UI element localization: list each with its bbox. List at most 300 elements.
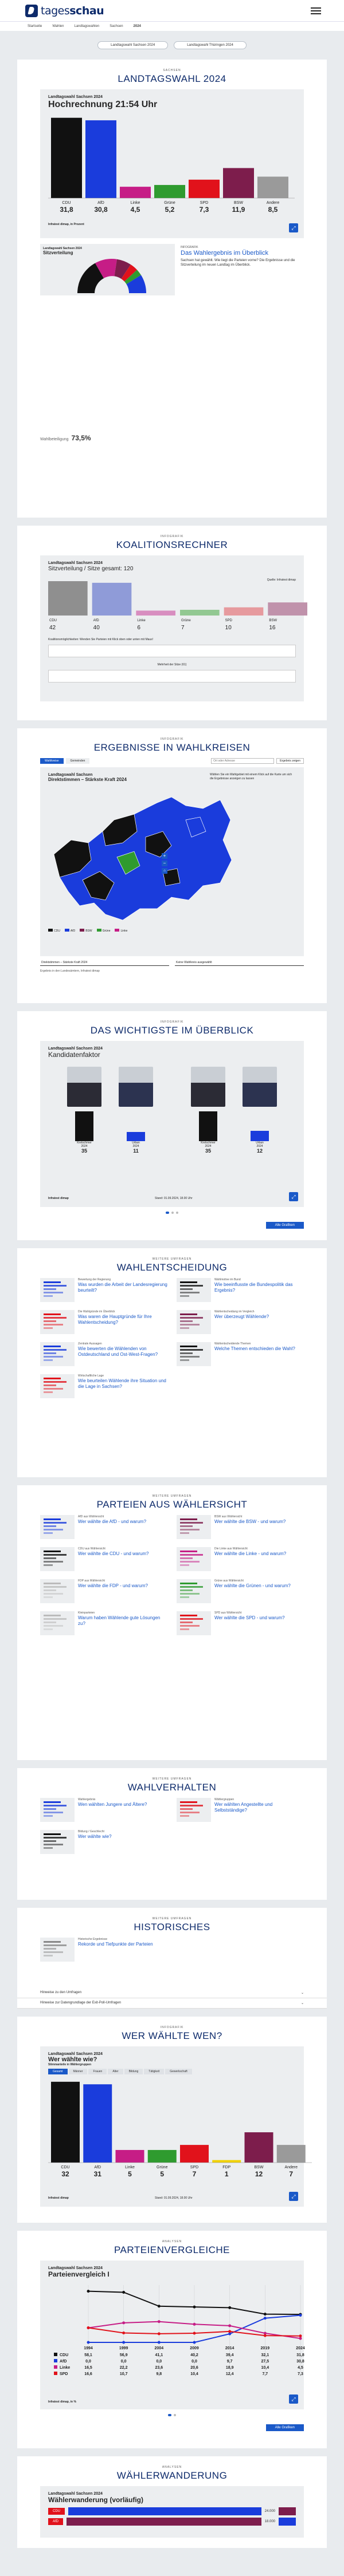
bar-value: 5 <box>128 2170 132 2178</box>
breadcrumb-item[interactable]: Landtagswahlen <box>74 25 100 28</box>
data-point <box>228 2306 231 2309</box>
teaser-title[interactable]: Wer wählte wie? <box>78 1834 112 1839</box>
chart-headline: Kandidatenfaktor <box>48 1051 100 1059</box>
sitzverteilung-teaser[interactable] <box>40 244 304 295</box>
section-title: ERGEBNISSE IN WAHLKREISEN <box>93 742 251 753</box>
data-point <box>264 2317 267 2319</box>
seat-value: 7 <box>181 625 185 631</box>
bar-value: 4,5 <box>130 206 140 214</box>
candidate-urban <box>243 1067 277 1154</box>
section-title: WAHLVERHALTEN <box>127 1782 217 1793</box>
data-point <box>299 2334 302 2337</box>
legend-label: CDU <box>54 929 60 933</box>
koalition-hint: Koalitionsmöglichkeiten: Wenden Sie Parteien mit Klick oben oder unten mit Maus! <box>48 638 154 641</box>
share-icon[interactable]: ⤢ <box>289 2192 298 2201</box>
bar-label: CDU <box>62 201 71 205</box>
wahlkreise-map-panel <box>40 767 304 956</box>
row-value: 0,0 <box>120 2360 127 2364</box>
legend-item <box>115 929 127 933</box>
legend-item <box>97 929 111 933</box>
wer-waehlte-bars <box>48 2077 312 2186</box>
section-kicker: INFOGRAFIK <box>160 1020 184 1024</box>
seat-value: 6 <box>137 625 140 631</box>
candidate-photo <box>67 1067 101 1107</box>
seat-label: BSW <box>269 619 277 622</box>
zoom-in-icon[interactable]: + <box>162 853 167 859</box>
bar-label: SPD <box>190 2165 199 2169</box>
teaser-kicker: Historische Ergebnisse <box>78 1938 108 1941</box>
seat-value: 10 <box>225 625 232 631</box>
section-title: WÄHLERWANDERUNG <box>116 2470 228 2481</box>
bar-afd <box>85 120 116 198</box>
legend-item <box>80 929 92 933</box>
year-label: 1999 <box>119 2346 128 2350</box>
bar-label: FDP <box>222 2165 231 2169</box>
row-value: 32,1 <box>261 2353 269 2357</box>
teaser-title[interactable]: Wer wählte die Grünen - und warum? <box>214 1583 291 1588</box>
teaser-kicker: INFOGRAFIK <box>181 246 198 249</box>
row-value: 10,4 <box>261 2366 269 2370</box>
sachsen-map[interactable] <box>48 786 237 929</box>
chart-headline: Wählerwanderung (vorläufig) <box>48 2496 144 2504</box>
tab-group[interactable]: Bildung <box>124 2069 143 2074</box>
flow-source: AfD <box>48 2518 63 2525</box>
data-point <box>264 2313 267 2315</box>
bar-value: 32 <box>61 2170 69 2178</box>
year-label: 2009 <box>190 2346 199 2350</box>
teaser-kicker: Zentrale Aussagen <box>78 1342 102 1346</box>
bar-value: 5 <box>160 2170 165 2178</box>
seat-value: 16 <box>269 625 276 631</box>
row-value: 22,2 <box>119 2366 128 2370</box>
chart-note: Infratest dimap, in Prozent <box>48 223 84 226</box>
article-teaser[interactable] <box>40 1798 167 1822</box>
data-point <box>228 2324 231 2327</box>
legend-label: Linke <box>120 929 128 933</box>
tagesschau-logo[interactable] <box>25 5 104 17</box>
wahlentscheidung-section <box>17 1248 327 1477</box>
row-swatch <box>54 2372 57 2375</box>
share-icon[interactable]: ⤢ <box>289 2394 298 2404</box>
wahlentscheidung-list <box>40 1278 304 1398</box>
candidate-bar <box>75 1111 93 1141</box>
teaser-link[interactable]: Das Wahlergebnis im Überblick <box>181 250 269 257</box>
chart-headline: Sitzverteilung / Sitze gesamt: 120 <box>48 566 134 572</box>
bar-label: Andere <box>284 2165 298 2169</box>
section-kicker: WEITERE UMFRAGEN <box>152 1494 192 1498</box>
article-teaser[interactable] <box>40 1938 167 1962</box>
teaser-title[interactable]: Wer wählte die FDP - und warum? <box>78 1583 148 1588</box>
article-teaser[interactable] <box>177 1515 304 1539</box>
section-kicker: WEITERE UMFRAGEN <box>152 1777 192 1781</box>
candidate-name: Urban <box>256 1141 264 1145</box>
teaser-title[interactable]: Wer wählten Angestellte und Selbstständige? <box>214 1802 273 1813</box>
row-value: 16,5 <box>84 2366 92 2370</box>
share-icon[interactable]: ⤢ <box>289 1192 298 1201</box>
teaser-thumbnail <box>40 1798 75 1822</box>
chart-note: Infratest dimap <box>48 2196 69 2200</box>
teaser-title[interactable]: Wen wählten Jungere und Ältere? <box>78 1802 147 1807</box>
bar-value: 31 <box>93 2170 101 2178</box>
candidate-year: 2024 <box>81 1145 88 1148</box>
hochrechnung-bars <box>48 112 295 221</box>
candidate-photo <box>243 1067 277 1107</box>
section-title: WAHLENTSCHEIDUNG <box>116 1262 228 1273</box>
teaser-thumbnail <box>40 1611 75 1635</box>
teaser-thumbnail <box>177 1515 211 1539</box>
menu-icon[interactable] <box>311 7 321 14</box>
accordion-umfragen[interactable] <box>17 1988 327 1998</box>
teaser-title[interactable]: Wer wählte die AfD - und warum? <box>78 1519 147 1524</box>
tab-group[interactable]: Tätigkeit <box>144 2069 164 2074</box>
tab-group[interactable]: Gewerkschaft <box>165 2069 192 2074</box>
waehlersicht-list <box>40 1515 304 1635</box>
section-title: PARTEIEN AUS WÄHLERSICHT <box>96 1499 248 1510</box>
bar-label: CDU <box>61 2165 70 2169</box>
candidate-name: Kretschmer <box>201 1141 216 1145</box>
koalition-bars <box>48 580 312 634</box>
data-point <box>299 2337 302 2340</box>
chart-headline: Parteienvergleich I <box>48 2270 110 2278</box>
teaser-kicker: BSW aus Wählersicht <box>214 1515 243 1518</box>
teaser-title[interactable]: Warum haben Wählende gute Lösungen zu? <box>78 1615 161 1626</box>
candidate-year: 2024 <box>256 1145 263 1148</box>
bar-value: 1 <box>224 2170 229 2178</box>
teaser-thumbnail <box>177 1342 211 1366</box>
teaser-kicker: Wahlergebnis <box>78 1798 96 1801</box>
row-value: 40,2 <box>190 2353 198 2357</box>
data-point <box>87 2341 90 2344</box>
teaser-kicker: Bewertung der Regierung <box>78 1278 111 1281</box>
bar-value: 11,9 <box>232 206 245 214</box>
teaser-kicker: Wahlmotive im Bund <box>214 1278 241 1281</box>
teaser-thumbnail <box>40 1515 75 1539</box>
tab-sachsen[interactable]: Landtagswahl Sachsen 2024 <box>97 41 168 49</box>
bar-bsw <box>245 2132 273 2163</box>
search-button[interactable]: Ergebnis zeigen <box>276 758 304 764</box>
article-teaser[interactable] <box>40 1278 167 1302</box>
teaser-thumbnail <box>40 1310 75 1334</box>
result-type-select[interactable]: Direktstimmen – Stärkste Kraft 2024 <box>40 960 169 966</box>
article-teaser[interactable] <box>40 1830 167 1854</box>
section-kicker: WEITERE UMFRAGEN <box>152 1917 192 1920</box>
seat-bar-bsw[interactable] <box>268 602 307 616</box>
row-value: 27,5 <box>261 2360 269 2364</box>
chart-title: Landtagswahl Sachsen 2024 <box>48 561 103 565</box>
article-teaser[interactable] <box>40 1310 167 1334</box>
section-title: KOALITIONSRECHNER <box>116 539 228 550</box>
thumb-title: Landtagswahl Sachsen 2024 <box>43 247 82 250</box>
article-teaser[interactable] <box>177 1278 304 1302</box>
seat-label: Linke <box>137 619 146 622</box>
teaser-kicker: Kleinparteien <box>78 1611 95 1615</box>
bar-label: Linke <box>125 2165 135 2169</box>
row-value: 10,7 <box>119 2372 128 2376</box>
seat-bar-grüne[interactable] <box>180 610 220 616</box>
accordion-label: Hinweise zur Datengrundlage der Exit-Poll-Umfragen <box>40 2001 122 2005</box>
row-value: 10,4 <box>190 2372 198 2376</box>
logo-mark-icon <box>25 5 38 17</box>
row-value: 0,0 <box>191 2360 197 2364</box>
section-kicker: INFOGRAFIK <box>160 535 184 538</box>
year-label: 2019 <box>260 2346 270 2350</box>
bar-cdu <box>51 2082 80 2163</box>
turnout-label: Wahlbeteiligung <box>40 437 69 441</box>
candidate-bar <box>199 1111 217 1141</box>
teaser-thumbnail <box>40 1278 75 1302</box>
article-teaser[interactable] <box>177 1342 304 1366</box>
candidate-photo <box>119 1067 153 1107</box>
year-label: 2004 <box>154 2346 164 2350</box>
kandidaten-chart <box>40 1041 304 1207</box>
bar-label: AfD <box>97 201 104 205</box>
seat-value: 40 <box>93 625 100 631</box>
location-search-input[interactable] <box>211 758 274 764</box>
seat-label: SPD <box>225 619 233 622</box>
chart-source: Quelle: Infratest dimap <box>267 578 296 582</box>
waehlerwanderung-chart <box>40 2486 304 2538</box>
breadcrumb-item[interactable]: Wahlen <box>52 25 64 28</box>
seat-bar-afd[interactable] <box>92 583 132 616</box>
teaser-title[interactable]: Rekorde und Tiefpunkte der Parteien <box>78 1942 153 1947</box>
legend-item <box>48 929 60 933</box>
row-value: 18,9 <box>225 2366 234 2370</box>
article-teaser[interactable] <box>40 1579 167 1603</box>
seat-arc-chart <box>43 255 172 295</box>
chart-title: Landtagswahl Sachsen 2024 <box>48 95 103 99</box>
section-kicker: INFOGRAFIK <box>160 737 184 741</box>
row-swatch <box>54 2359 57 2362</box>
data-point <box>122 2291 125 2294</box>
article-teaser[interactable] <box>177 1310 304 1334</box>
candidate-group-right <box>191 1067 277 1154</box>
ueberblick-section <box>17 1011 327 1240</box>
waehlersicht-section <box>17 1485 327 1760</box>
teaser-title[interactable]: Welche Themen entschieden die Wahl? <box>214 1346 295 1351</box>
candidate-value: 11 <box>133 1148 139 1154</box>
candidate-value: 35 <box>205 1148 211 1154</box>
accordion-datengrundlage[interactable] <box>17 1998 327 2009</box>
coalition-bar <box>48 670 296 683</box>
breadcrumb-item[interactable]: Startseite <box>28 25 42 28</box>
article-teaser[interactable] <box>177 1547 304 1571</box>
teaser-title[interactable]: Wer wählte die BSW - und warum? <box>214 1519 286 1524</box>
seat-label: AfD <box>93 619 99 622</box>
wahlverhalten-section <box>17 1768 327 1900</box>
map-zoom-controls <box>162 853 167 874</box>
share-icon[interactable]: ⤢ <box>289 223 298 232</box>
bar-grüne <box>154 185 185 198</box>
row-value: 58,1 <box>84 2353 92 2357</box>
chart-subtitle: Stimmanteile in Wählergruppen <box>48 2063 92 2066</box>
chart-headline: Direktstimmen – Stärkste Kraft 2024 <box>48 777 127 782</box>
chart-title: Landtagswahl Sachsen 2024 <box>48 2052 103 2056</box>
row-value: 0,0 <box>156 2360 162 2364</box>
bar-spd <box>180 2145 209 2163</box>
thumb-head: Sitzverteilung <box>43 250 73 255</box>
year-label: 2024 <box>296 2346 305 2350</box>
bar-value: 8,5 <box>268 206 278 214</box>
candidate-bar <box>251 1131 269 1141</box>
candidate-bar <box>127 1132 145 1141</box>
bar-value: 12 <box>255 2170 263 2178</box>
wahlverhalten-list <box>40 1798 304 1854</box>
row-value: 56,9 <box>119 2353 128 2357</box>
teaser-title[interactable]: Wer wählte die CDU - und warum? <box>78 1551 149 1556</box>
row-value: 39,4 <box>225 2353 234 2357</box>
teaser-title[interactable]: Wie beurteilen Wählende ihre Situation und die Lage in Sachsen? <box>78 1378 166 1389</box>
seat-bar-cdu[interactable] <box>48 581 88 616</box>
data-point <box>122 2321 125 2324</box>
data-point <box>87 2290 90 2293</box>
chart-note: Infratest dimap, in % <box>48 2400 76 2404</box>
breadcrumb-item[interactable]: Sachsen <box>110 25 123 28</box>
teaser-title[interactable]: Wer wählte die Linke - und warum? <box>214 1551 287 1556</box>
row-swatch <box>54 2365 57 2369</box>
section-kicker: WEITERE UMFRAGEN <box>152 1257 192 1261</box>
teaser-kicker: SPD aus Wählersicht <box>214 1611 242 1615</box>
article-teaser[interactable] <box>177 1798 304 1822</box>
flow-row <box>48 2507 296 2515</box>
district-select[interactable]: Keine Wahlkreis ausgewählt <box>175 960 304 966</box>
logo-text-1: tages <box>41 4 70 17</box>
all-graphics-button[interactable]: Alle Grafiken <box>266 2424 304 2431</box>
waehlerwanderung-section <box>17 2456 327 2548</box>
bar-linke <box>116 2150 144 2163</box>
election-tabs <box>0 31 344 60</box>
tab-group[interactable]: Frauen <box>88 2069 107 2074</box>
carousel-dots[interactable] <box>17 1212 327 1214</box>
row-label: SPD <box>60 2372 68 2376</box>
row-value: 9,8 <box>156 2372 162 2376</box>
tab-group[interactable]: Männer <box>69 2069 88 2074</box>
article-teaser[interactable] <box>40 1611 167 1635</box>
coalition-dropzone[interactable] <box>48 645 296 657</box>
row-value: 41,1 <box>155 2353 163 2357</box>
row-value: 30,8 <box>296 2360 304 2364</box>
teaser-title[interactable]: Wie beeinflusste die Bundespolitik das Ergebnis? <box>214 1282 293 1293</box>
teaser-title[interactable]: Was wurden die Arbeit der Landesregierung beurteilt? <box>78 1282 167 1293</box>
section-kicker: SACHSEN <box>163 69 181 72</box>
chart-note: Infratest dimap <box>48 1197 69 1200</box>
teaser-title[interactable]: Wer wählte die SPD - und warum? <box>214 1615 285 1620</box>
flow-source: CDU <box>48 2508 65 2515</box>
candidate-group-left <box>67 1067 153 1154</box>
tab-group[interactable]: Gesamt <box>48 2069 68 2074</box>
teaser-kicker: Grüne aus Wählersicht <box>214 1579 244 1583</box>
seat-bar-linke[interactable] <box>136 610 175 616</box>
reset-view-icon[interactable]: ⌂ <box>162 868 167 874</box>
data-point <box>122 2332 125 2334</box>
row-value: 20,6 <box>190 2366 198 2370</box>
article-teaser[interactable] <box>40 1547 167 1571</box>
all-graphics-button[interactable]: Alle Grafiken <box>266 1222 304 1229</box>
row-value: 16,6 <box>84 2372 92 2376</box>
bar-andere <box>257 177 288 199</box>
koalition-chart <box>40 555 304 701</box>
candidate-name: Urban <box>132 1141 140 1145</box>
wer-waehlte-section <box>17 2017 327 2223</box>
teaser-kicker: FDP aus Wählersicht <box>78 1579 105 1583</box>
article-teaser[interactable] <box>40 1515 167 1539</box>
row-value: 7,7 <box>262 2372 268 2376</box>
bar-value: 7 <box>192 2170 197 2178</box>
chart-headline: Hochrechnung 21:54 Uhr <box>48 100 158 109</box>
teaser-kicker: Wahlentscheidung im Vergleich <box>214 1310 255 1313</box>
bar-cdu <box>51 118 82 198</box>
historisches-section <box>17 1908 327 1988</box>
bar-value: 31,8 <box>60 206 73 214</box>
bar-value: 7 <box>289 2170 294 2178</box>
teaser-title[interactable]: Wer überzeugt Wählende? <box>214 1314 269 1319</box>
data-point <box>299 2314 302 2317</box>
year-label: 2014 <box>225 2346 234 2350</box>
article-teaser[interactable] <box>40 1374 167 1398</box>
teaser-title[interactable]: Was waren die Hauptgründe für Ihre Wahlentscheidung? <box>78 1314 152 1325</box>
bar-fdp <box>212 2160 241 2163</box>
bar-label: SPD <box>200 201 209 205</box>
row-value: 23,6 <box>155 2366 163 2370</box>
row-label: Linke <box>60 2366 71 2370</box>
data-point <box>193 2341 196 2344</box>
teaser-kicker: Wirtschaftliche Lage <box>78 1374 104 1378</box>
bar-label: Linke <box>130 201 140 205</box>
koalition-section <box>17 526 327 720</box>
bar-grüne <box>148 2150 177 2163</box>
seat-label: CDU <box>49 619 57 622</box>
row-label: CDU <box>60 2353 69 2357</box>
teaser-thumbnail <box>40 1374 75 1398</box>
article-teaser[interactable] <box>40 1342 167 1366</box>
data-point <box>193 2306 196 2309</box>
teaser-thumbnail <box>177 1798 211 1822</box>
chart-date: Stand: 01.09.2024, 18.00 Uhr <box>155 1197 193 1200</box>
tab-group[interactable]: Alter <box>108 2069 123 2074</box>
sitzverteilung-text <box>181 244 304 295</box>
tab-gemeinden[interactable]: Gemeinden <box>66 758 90 764</box>
carousel-dots[interactable] <box>17 2414 327 2416</box>
seat-bar-spd[interactable] <box>224 607 264 616</box>
tab-wahlkreise[interactable]: Wahlkreise <box>40 758 64 764</box>
wahlkreise-controls <box>40 758 304 764</box>
top-bar <box>0 0 344 22</box>
turnout <box>40 434 304 442</box>
data-point <box>158 2320 161 2323</box>
section-kicker: ANALYSEN <box>162 2240 182 2243</box>
bar-linke <box>120 187 151 198</box>
bar-value: 7,3 <box>199 206 209 214</box>
historisches-list <box>40 1938 304 1962</box>
bar-label: Andere <box>266 201 280 205</box>
zoom-out-icon[interactable]: − <box>162 861 167 866</box>
bar-label: Grüne <box>164 201 175 205</box>
candidate-value: 12 <box>256 1148 263 1154</box>
teaser-thumbnail <box>177 1611 211 1635</box>
row-value: 4,5 <box>298 2366 303 2370</box>
article-teaser[interactable] <box>177 1611 304 1635</box>
article-teaser[interactable] <box>177 1579 304 1603</box>
candidate-kretschmer <box>67 1067 101 1154</box>
teaser-title[interactable]: Wie bewerten die Wählenden von Ostdeutschland und Ost-West-Fragen? <box>78 1346 158 1357</box>
hochrechnung-chart <box>40 89 304 238</box>
candidate-urban <box>119 1067 153 1154</box>
sitzverteilung-thumbnail <box>40 244 175 295</box>
flow-row <box>48 2518 296 2526</box>
teaser-kicker: Die Linke aus Wählersicht <box>214 1547 248 1551</box>
logo-text-2: schau <box>69 4 104 17</box>
tab-thueringen[interactable]: Landtagswahl Thüringen 2024 <box>174 41 247 49</box>
section-kicker: INFOGRAFIK <box>160 2026 184 2029</box>
